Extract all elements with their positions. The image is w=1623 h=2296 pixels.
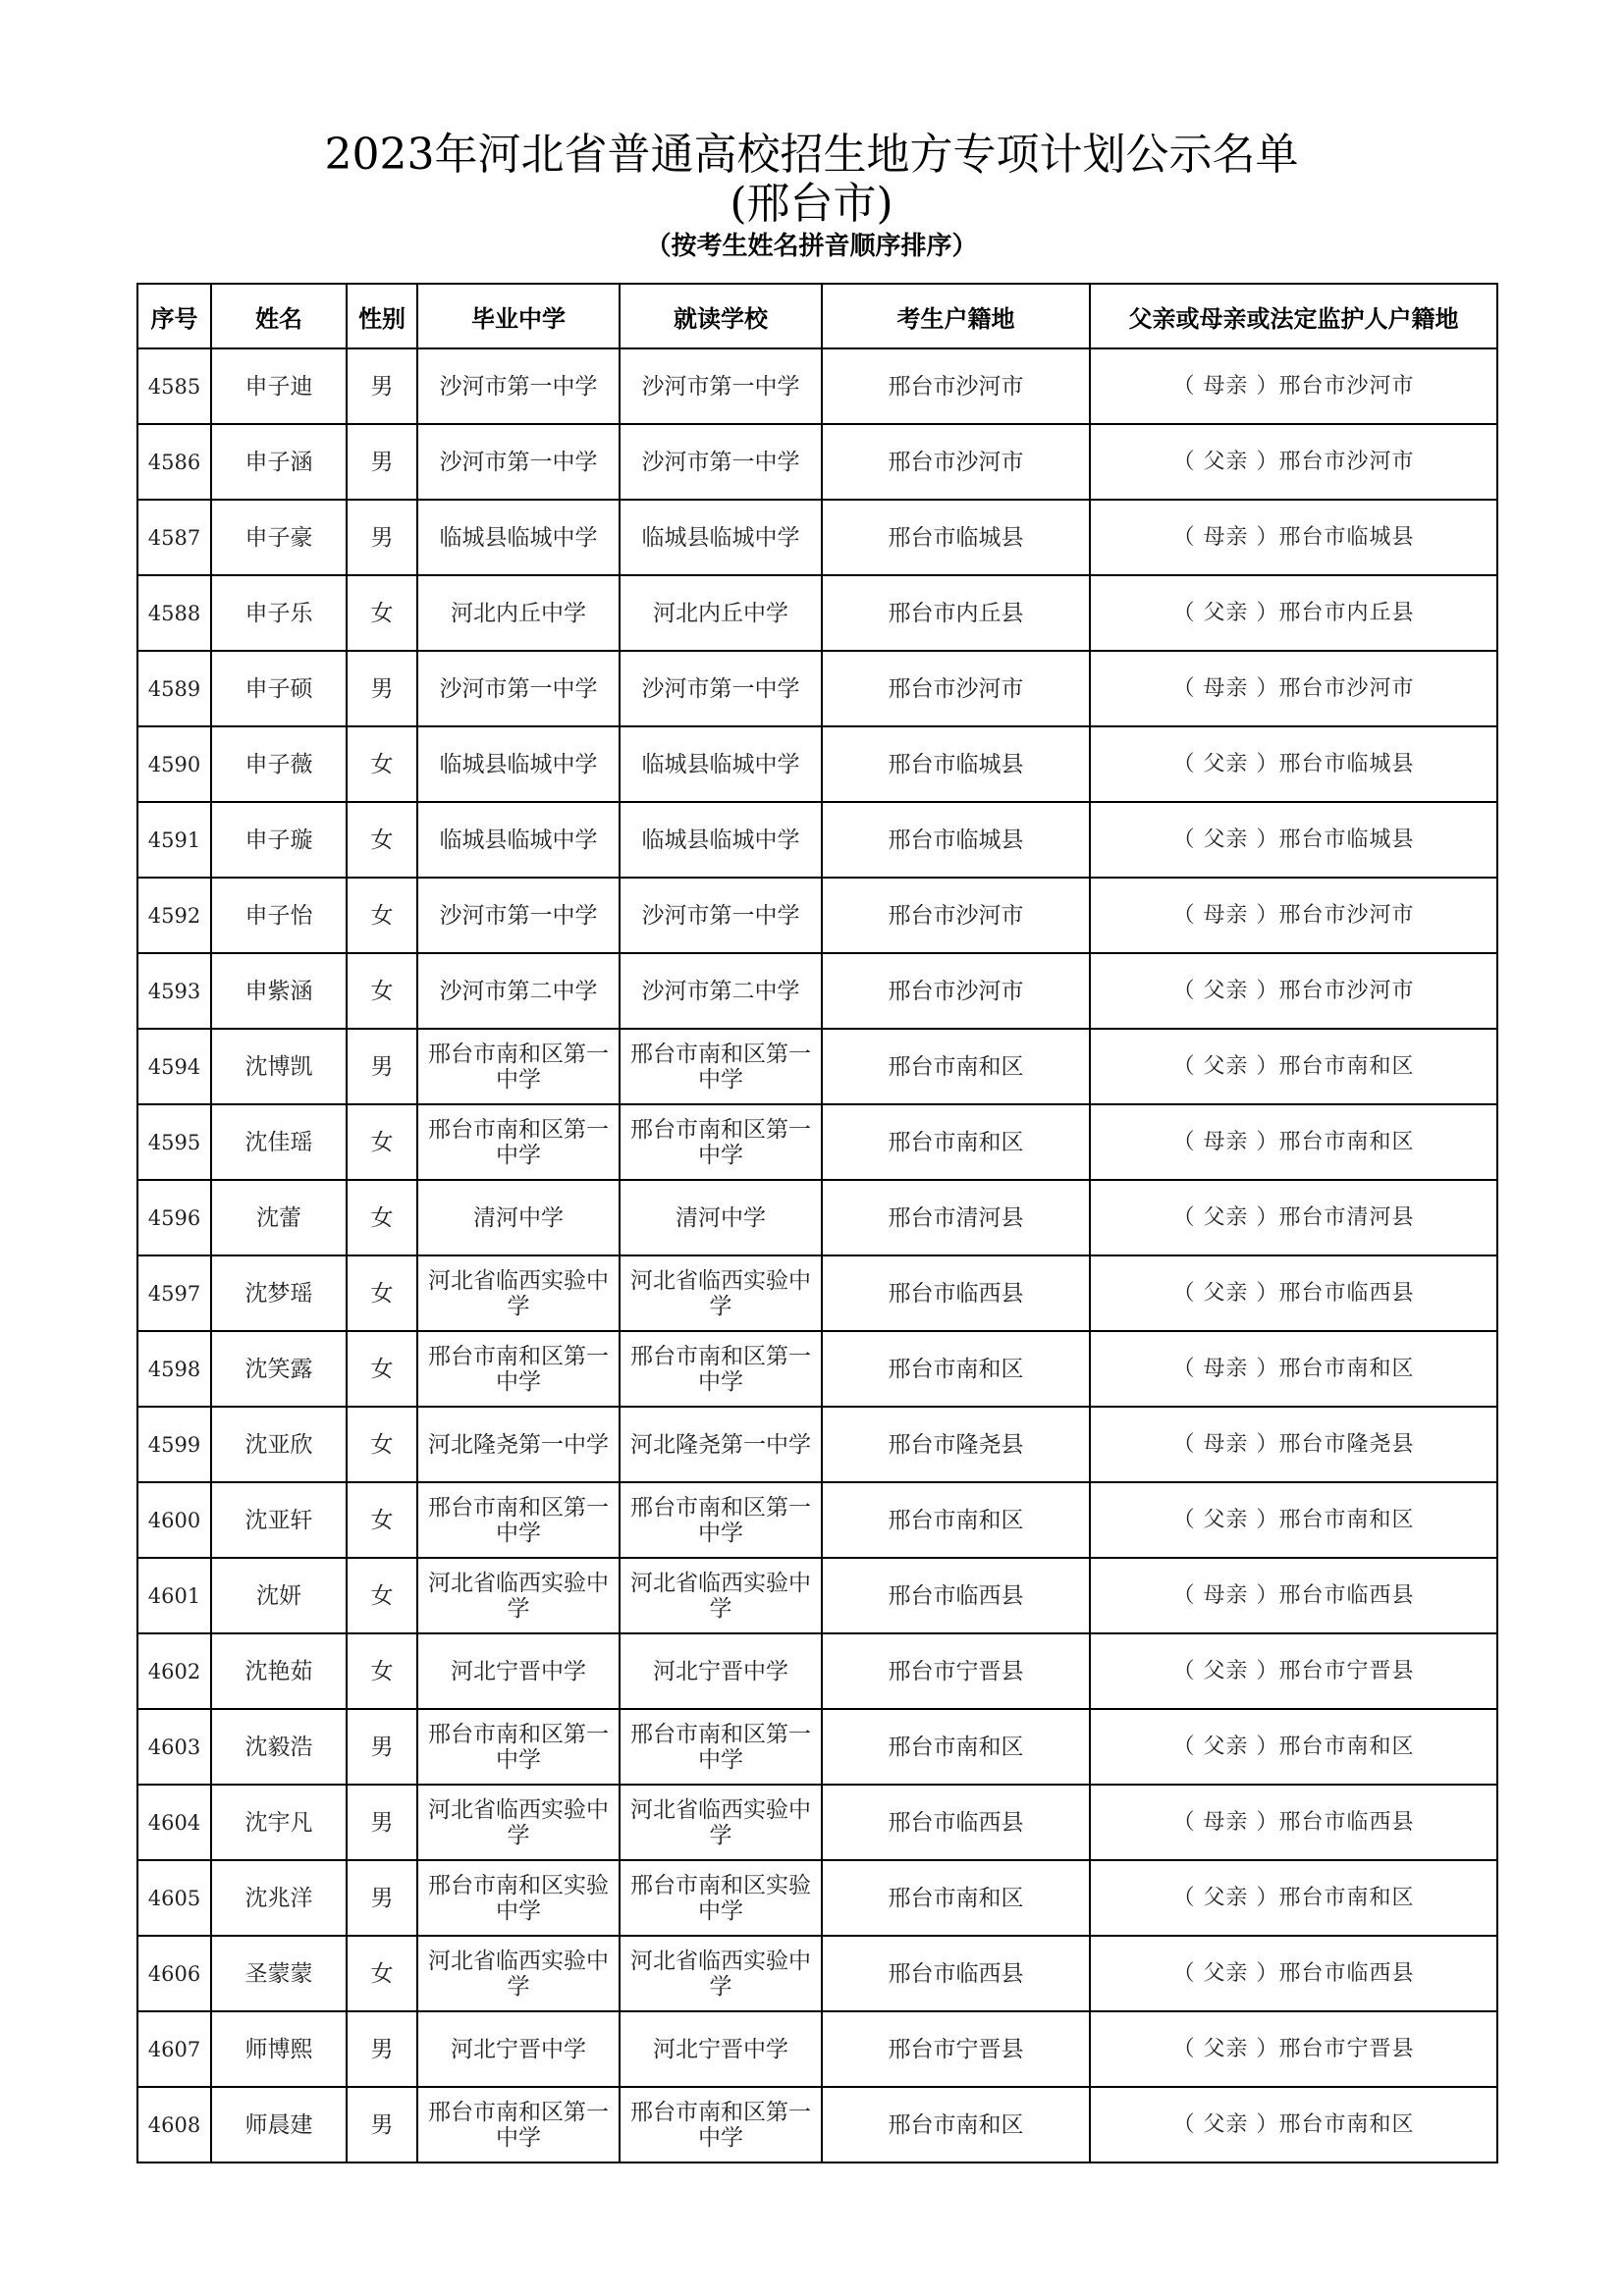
cell-graduated-school: 临城县临城中学 (417, 802, 620, 878)
table-row (137, 1104, 1497, 1180)
table-header-row (137, 284, 1497, 348)
cell-name: 沈笑露 (211, 1331, 347, 1407)
cell-current-school: 河北省临西实验中学 (620, 1785, 822, 1860)
cell-gender: 男 (347, 651, 417, 726)
cell-name: 沈博凯 (211, 1029, 347, 1104)
cell-student-residence: 邢台市临城县 (822, 726, 1090, 802)
cell-name: 沈梦瑶 (211, 1255, 347, 1331)
cell-guardian-residence: （ 母亲 ）邢台市临西县 (1090, 1785, 1497, 1860)
cell-name: 沈亚轩 (211, 1482, 347, 1558)
cell-gender: 男 (347, 348, 417, 424)
cell-seq: 4604 (137, 1785, 211, 1860)
cell-name: 沈蕾 (211, 1180, 347, 1255)
cell-student-residence: 邢台市南和区 (822, 1709, 1090, 1785)
cell-graduated-school: 河北隆尧第一中学 (417, 1407, 620, 1482)
column-header-gender: 性别 (347, 284, 417, 348)
cell-gender: 男 (347, 1709, 417, 1785)
table-row (137, 1558, 1497, 1633)
cell-current-school: 河北省临西实验中学 (620, 1558, 822, 1633)
cell-seq: 4586 (137, 424, 211, 500)
cell-seq: 4602 (137, 1633, 211, 1709)
cell-current-school: 河北省临西实验中学 (620, 1255, 822, 1331)
cell-seq: 4601 (137, 1558, 211, 1633)
cell-student-residence: 邢台市南和区 (822, 1104, 1090, 1180)
cell-seq: 4608 (137, 2087, 211, 2163)
cell-name: 沈宇凡 (211, 1785, 347, 1860)
table-row (137, 1860, 1497, 1936)
cell-graduated-school: 邢台市南和区实验中学 (417, 1860, 620, 1936)
cell-gender: 女 (347, 726, 417, 802)
table-body (137, 348, 1497, 2163)
table-row (137, 500, 1497, 575)
cell-seq: 4594 (137, 1029, 211, 1104)
cell-name: 沈艳茹 (211, 1633, 347, 1709)
table-row (137, 1482, 1497, 1558)
cell-name: 沈兆洋 (211, 1860, 347, 1936)
column-header-student-residence: 考生户籍地 (822, 284, 1090, 348)
cell-guardian-residence: （ 父亲 ）邢台市内丘县 (1090, 575, 1497, 651)
cell-student-residence: 邢台市南和区 (822, 1860, 1090, 1936)
cell-name: 申子硕 (211, 651, 347, 726)
cell-student-residence: 邢台市临西县 (822, 1255, 1090, 1331)
cell-graduated-school: 沙河市第一中学 (417, 651, 620, 726)
cell-name: 申子薇 (211, 726, 347, 802)
cell-gender: 男 (347, 1860, 417, 1936)
cell-gender: 女 (347, 878, 417, 953)
cell-gender: 女 (347, 1104, 417, 1180)
cell-name: 沈亚欣 (211, 1407, 347, 1482)
cell-gender: 女 (347, 575, 417, 651)
table-row (137, 726, 1497, 802)
cell-student-residence: 邢台市沙河市 (822, 348, 1090, 424)
table-row (137, 1407, 1497, 1482)
cell-current-school: 河北内丘中学 (620, 575, 822, 651)
cell-seq: 4592 (137, 878, 211, 953)
cell-student-residence: 邢台市宁晋县 (822, 2011, 1090, 2087)
cell-seq: 4603 (137, 1709, 211, 1785)
cell-guardian-residence: （ 父亲 ）邢台市南和区 (1090, 1029, 1497, 1104)
cell-student-residence: 邢台市内丘县 (822, 575, 1090, 651)
cell-gender: 男 (347, 1029, 417, 1104)
cell-guardian-residence: （ 父亲 ）邢台市沙河市 (1090, 953, 1497, 1029)
cell-current-school: 临城县临城中学 (620, 802, 822, 878)
cell-current-school: 邢台市南和区第一中学 (620, 1104, 822, 1180)
cell-current-school: 沙河市第一中学 (620, 424, 822, 500)
cell-student-residence: 邢台市沙河市 (822, 953, 1090, 1029)
cell-current-school: 清河中学 (620, 1180, 822, 1255)
table-row (137, 575, 1497, 651)
cell-graduated-school: 临城县临城中学 (417, 500, 620, 575)
cell-graduated-school: 邢台市南和区第一中学 (417, 1482, 620, 1558)
cell-student-residence: 邢台市临城县 (822, 802, 1090, 878)
page-title: 2023年河北省普通高校招生地方专项计划公示名单 (324, 130, 1299, 180)
roster-table (136, 283, 1498, 2163)
cell-seq: 4588 (137, 575, 211, 651)
cell-guardian-residence: （ 父亲 ）邢台市南和区 (1090, 2087, 1497, 2163)
column-header-seq: 序号 (137, 284, 211, 348)
cell-name: 申子怡 (211, 878, 347, 953)
cell-name: 申子乐 (211, 575, 347, 651)
cell-guardian-residence: （ 母亲 ）邢台市隆尧县 (1090, 1407, 1497, 1482)
cell-seq: 4598 (137, 1331, 211, 1407)
table-row (137, 1633, 1497, 1709)
column-header-name: 姓名 (211, 284, 347, 348)
table-row (137, 424, 1497, 500)
cell-current-school: 沙河市第二中学 (620, 953, 822, 1029)
cell-gender: 男 (347, 1785, 417, 1860)
cell-seq: 4606 (137, 1936, 211, 2011)
cell-guardian-residence: （ 母亲 ）邢台市沙河市 (1090, 348, 1497, 424)
cell-student-residence: 邢台市南和区 (822, 1482, 1090, 1558)
cell-current-school: 沙河市第一中学 (620, 651, 822, 726)
cell-guardian-residence: （ 父亲 ）邢台市临西县 (1090, 1255, 1497, 1331)
cell-seq: 4590 (137, 726, 211, 802)
table-row (137, 802, 1497, 878)
cell-student-residence: 邢台市沙河市 (822, 878, 1090, 953)
cell-guardian-residence: （ 父亲 ）邢台市沙河市 (1090, 424, 1497, 500)
cell-name: 圣蒙蒙 (211, 1936, 347, 2011)
cell-graduated-school: 邢台市南和区第一中学 (417, 1709, 620, 1785)
cell-name: 沈妍 (211, 1558, 347, 1633)
table-row (137, 2011, 1497, 2087)
cell-current-school: 邢台市南和区第一中学 (620, 1482, 822, 1558)
cell-current-school: 沙河市第一中学 (620, 878, 822, 953)
cell-current-school: 邢台市南和区第一中学 (620, 2087, 822, 2163)
table-row (137, 1029, 1497, 1104)
page-subtitle: (邢台市) (730, 179, 893, 229)
cell-graduated-school: 沙河市第一中学 (417, 348, 620, 424)
column-header-guardian-residence: 父亲或母亲或法定监护人户籍地 (1090, 284, 1497, 348)
cell-current-school: 河北省临西实验中学 (620, 1936, 822, 2011)
cell-guardian-residence: （ 母亲 ）邢台市南和区 (1090, 1104, 1497, 1180)
cell-name: 沈毅浩 (211, 1709, 347, 1785)
cell-guardian-residence: （ 母亲 ）邢台市临西县 (1090, 1558, 1497, 1633)
cell-guardian-residence: （ 父亲 ）邢台市临城县 (1090, 726, 1497, 802)
table-row (137, 1709, 1497, 1785)
cell-gender: 男 (347, 424, 417, 500)
cell-student-residence: 邢台市南和区 (822, 2087, 1090, 2163)
cell-guardian-residence: （ 母亲 ）邢台市沙河市 (1090, 878, 1497, 953)
cell-current-school: 沙河市第一中学 (620, 348, 822, 424)
cell-name: 申紫涵 (211, 953, 347, 1029)
column-header-current-school: 就读学校 (620, 284, 822, 348)
cell-graduated-school: 河北省临西实验中学 (417, 1785, 620, 1860)
cell-student-residence: 邢台市临西县 (822, 1558, 1090, 1633)
cell-seq: 4597 (137, 1255, 211, 1331)
table-row (137, 1255, 1497, 1331)
cell-current-school: 临城县临城中学 (620, 500, 822, 575)
cell-graduated-school: 河北省临西实验中学 (417, 1936, 620, 2011)
cell-gender: 女 (347, 1633, 417, 1709)
cell-guardian-residence: （ 父亲 ）邢台市清河县 (1090, 1180, 1497, 1255)
cell-graduated-school: 沙河市第一中学 (417, 424, 620, 500)
sort-note: （按考生姓名拼音顺序排序） (645, 232, 978, 261)
cell-graduated-school: 邢台市南和区第一中学 (417, 1331, 620, 1407)
cell-seq: 4591 (137, 802, 211, 878)
cell-guardian-residence: （ 父亲 ）邢台市南和区 (1090, 1709, 1497, 1785)
cell-seq: 4593 (137, 953, 211, 1029)
table-row (137, 1180, 1497, 1255)
table-row (137, 1785, 1497, 1860)
cell-guardian-residence: （ 母亲 ）邢台市沙河市 (1090, 651, 1497, 726)
cell-current-school: 河北宁晋中学 (620, 2011, 822, 2087)
cell-seq: 4596 (137, 1180, 211, 1255)
cell-graduated-school: 邢台市南和区第一中学 (417, 1029, 620, 1104)
column-header-graduated-school: 毕业中学 (417, 284, 620, 348)
cell-gender: 女 (347, 1255, 417, 1331)
cell-guardian-residence: （ 母亲 ）邢台市南和区 (1090, 1331, 1497, 1407)
cell-seq: 4585 (137, 348, 211, 424)
cell-seq: 4605 (137, 1860, 211, 1936)
cell-seq: 4595 (137, 1104, 211, 1180)
cell-guardian-residence: （ 父亲 ）邢台市临西县 (1090, 1936, 1497, 2011)
cell-graduated-school: 沙河市第一中学 (417, 878, 620, 953)
cell-name: 申子璇 (211, 802, 347, 878)
cell-gender: 女 (347, 802, 417, 878)
cell-name: 师晨建 (211, 2087, 347, 2163)
cell-graduated-school: 沙河市第二中学 (417, 953, 620, 1029)
table-row (137, 1331, 1497, 1407)
cell-student-residence: 邢台市临西县 (822, 1936, 1090, 2011)
cell-student-residence: 邢台市沙河市 (822, 424, 1090, 500)
cell-gender: 女 (347, 1936, 417, 2011)
cell-guardian-residence: （ 父亲 ）邢台市临城县 (1090, 802, 1497, 878)
cell-name: 申子涵 (211, 424, 347, 500)
cell-seq: 4587 (137, 500, 211, 575)
cell-current-school: 邢台市南和区第一中学 (620, 1709, 822, 1785)
table-row (137, 1936, 1497, 2011)
cell-gender: 女 (347, 953, 417, 1029)
cell-student-residence: 邢台市宁晋县 (822, 1633, 1090, 1709)
cell-current-school: 邢台市南和区实验中学 (620, 1860, 822, 1936)
cell-seq: 4600 (137, 1482, 211, 1558)
cell-gender: 男 (347, 2011, 417, 2087)
cell-gender: 女 (347, 1482, 417, 1558)
table-row (137, 651, 1497, 726)
cell-graduated-school: 临城县临城中学 (417, 726, 620, 802)
cell-graduated-school: 河北内丘中学 (417, 575, 620, 651)
cell-name: 沈佳瑶 (211, 1104, 347, 1180)
cell-current-school: 临城县临城中学 (620, 726, 822, 802)
cell-student-residence: 邢台市清河县 (822, 1180, 1090, 1255)
cell-gender: 女 (347, 1331, 417, 1407)
cell-student-residence: 邢台市隆尧县 (822, 1407, 1090, 1482)
cell-graduated-school: 河北宁晋中学 (417, 1633, 620, 1709)
cell-student-residence: 邢台市临西县 (822, 1785, 1090, 1860)
cell-seq: 4607 (137, 2011, 211, 2087)
cell-gender: 女 (347, 1407, 417, 1482)
table-row (137, 953, 1497, 1029)
cell-student-residence: 邢台市临城县 (822, 500, 1090, 575)
cell-current-school: 河北宁晋中学 (620, 1633, 822, 1709)
cell-graduated-school: 河北省临西实验中学 (417, 1255, 620, 1331)
cell-current-school: 河北隆尧第一中学 (620, 1407, 822, 1482)
cell-student-residence: 邢台市沙河市 (822, 651, 1090, 726)
cell-name: 申子豪 (211, 500, 347, 575)
table-row (137, 2087, 1497, 2163)
cell-gender: 女 (347, 1558, 417, 1633)
cell-guardian-residence: （ 父亲 ）邢台市宁晋县 (1090, 1633, 1497, 1709)
cell-graduated-school: 邢台市南和区第一中学 (417, 1104, 620, 1180)
cell-name: 师博熙 (211, 2011, 347, 2087)
table-row (137, 348, 1497, 424)
cell-gender: 男 (347, 2087, 417, 2163)
cell-guardian-residence: （ 父亲 ）邢台市南和区 (1090, 1482, 1497, 1558)
cell-guardian-residence: （ 母亲 ）邢台市临城县 (1090, 500, 1497, 575)
cell-student-residence: 邢台市南和区 (822, 1331, 1090, 1407)
cell-guardian-residence: （ 父亲 ）邢台市宁晋县 (1090, 2011, 1497, 2087)
cell-gender: 女 (347, 1180, 417, 1255)
cell-graduated-school: 河北宁晋中学 (417, 2011, 620, 2087)
cell-graduated-school: 邢台市南和区第一中学 (417, 2087, 620, 2163)
cell-guardian-residence: （ 父亲 ）邢台市南和区 (1090, 1860, 1497, 1936)
cell-seq: 4589 (137, 651, 211, 726)
cell-graduated-school: 清河中学 (417, 1180, 620, 1255)
cell-name: 申子迪 (211, 348, 347, 424)
cell-current-school: 邢台市南和区第一中学 (620, 1331, 822, 1407)
table-row (137, 878, 1497, 953)
cell-graduated-school: 河北省临西实验中学 (417, 1558, 620, 1633)
cell-seq: 4599 (137, 1407, 211, 1482)
cell-student-residence: 邢台市南和区 (822, 1029, 1090, 1104)
cell-gender: 男 (347, 500, 417, 575)
cell-current-school: 邢台市南和区第一中学 (620, 1029, 822, 1104)
